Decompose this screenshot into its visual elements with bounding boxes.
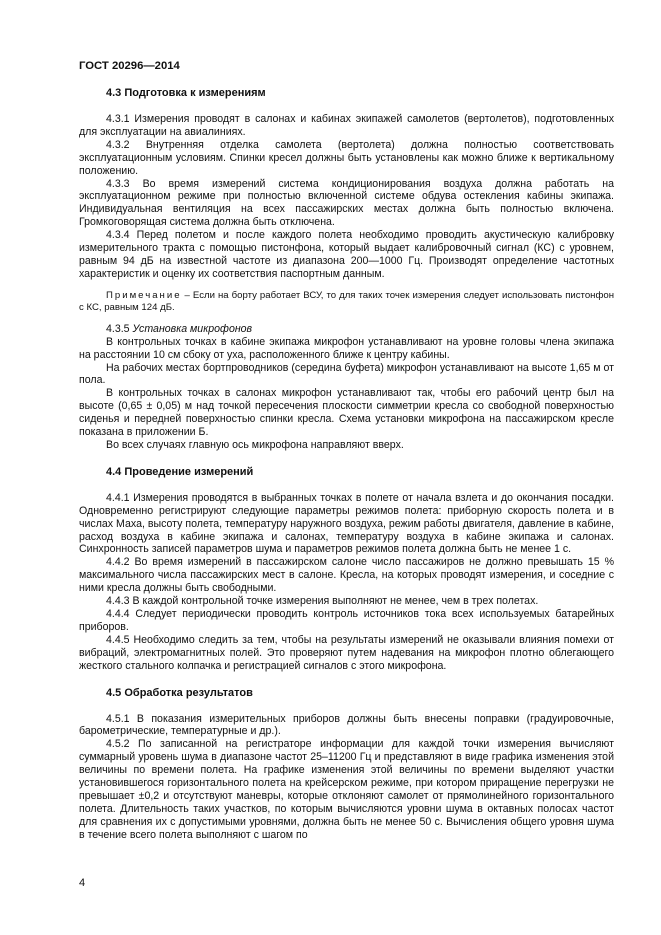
section-4-4-title: 4.4 Проведение измерений (106, 465, 254, 478)
paragraph-4-4-5: 4.4.5 Необходимо следить за тем, чтобы на результаты измерений не оказывали влияния помехи от вибраций, электромагнитных полей. Это проверяют путем надевания на микрофон плотно облегающего жесткого стального колпачка и регистрацией сигналов с этого микрофона. (79, 633, 614, 672)
section-4-5-title: 4.5 Обработка результатов (106, 686, 253, 699)
paragraph-4-4-4: 4.4.4 Следует периодически проводить контроль источников тока всех используемых батарейных приборов. (79, 608, 614, 633)
paragraph-crew-cabin: В контрольных точках в кабине экипажа микрофон устанавливают на уровне головы члена экипажа на расстоянии 10 см сбоку от уха, расположенного ближе к центру кабины. (79, 335, 614, 361)
paragraph-4-3-5 (79, 323, 614, 336)
page-number: 4 (79, 877, 86, 889)
paragraph-4-3-2: 4.3.2 Внутренняя отделка самолета (вертолета) должна полностью соответствовать эксплуатационным условиям. Спинки кресел должны быть установлены как можно ближе к вертикальному положению. (79, 138, 614, 177)
note-label: Примечание (106, 289, 182, 301)
paragraph-microphone-axis: Во всех случаях главную ось микрофона направляют вверх. (106, 438, 404, 451)
paragraph-4-4-1: 4.4.1 Измерения проводятся в выбранных точках в полете от начала взлета и до окончания посадки. Одновременно регистрируют следующие параметры режимов полета: приборную скорость полета и в числах Маха, высоту полета, температуру наружного воздуха, режим работы двигателя, давление в кабине, расход воздуха в кабине экипажа и салонах, температуру воздуха в кабине экипажа и салонах. Синхронность записей параметров шума и параметров режимов полета должна быть не менее 1 с. (79, 491, 614, 556)
paragraph-4-3-3: 4.3.3 Во время измерений система кондиционирования воздуха должна работать на эксплуатационном режиме при полностью включенной системе обдува остекления кабины экипажа. Индивидуальная вентиляция на всех пассажирских местах должна быть полностью включена. Громкоговорящая система должна быть отключена. (79, 177, 614, 229)
document-code: ГОСТ 20296—2014 (79, 60, 180, 72)
paragraph-cabin-points: В контрольных точках в салонах микрофон устанавливают так, чтобы его рабочий центр был на высоте (0,65 ± 0,05) м над точкой пересечения плоскости симметрии кресла со свободной поверхностью сиденья и передней поверхностью спинки кресла. Схема установки микрофона на пассажирском кресле показана в приложении Б. (79, 387, 614, 439)
paragraph-4-4-3: 4.4.3 В каждой контрольной точке измерения выполняют не менее, чем в трех полетах. (106, 595, 539, 608)
paragraph-4-3-5-title: Установка микрофонов (132, 322, 253, 335)
paragraph-4-4-2: 4.4.2 Во время измерений в пассажирском салоне число пассажиров не должно превышать 15 % максимального числа пассажирских мест в салоне. Кресла, на которых проводят измерения, и соседние с ними кресла должны быть свободными. (79, 556, 614, 595)
note (79, 290, 614, 314)
paragraph-4-3-5-number: 4.3.5 (106, 322, 133, 335)
section-4-3-title: 4.3 Подготовка к измерениям (106, 87, 266, 99)
paragraph-4-5-2: 4.5.2 По записанной на регистраторе информации для каждой точки измерения вычисляют суммарный уровень шума в диапазоне частот 25–11200 Гц и представляют в виде графика изменения этой величины по времени полета. На графике изменения этой величины по времени выделяют участки установившегося горизонтального полета на крейсерском режиме, при котором приращение перегрузки не превышает ±0,2 и отсутствуют маневры, которые отклоняют самолет от прямолинейного горизонтального полета. Длительность таких участков, по которым вычисляются уровни шума в октавных полосах частот для сравнения их с допустимыми уровнями, должна быть не менее 50 с. Вычисления общего уровня шума в течение всего полета выполняют с шагом по (79, 738, 614, 841)
paragraph-4-5-1: 4.5.1 В показания измерительных приборов должны быть внесены поправки (градуировочные, барометрические, температурные и др.). (79, 712, 614, 738)
note-text: – Если на борту работает ВСУ, то для таких точек измерения следует использовать пистонфон с КС, равным 124 дБ. (79, 289, 614, 313)
paragraph-4-3-4: 4.3.4 Перед полетом и после каждого полета необходимо проводить акустическую калибровку измерительного тракта с помощью пистонфона, который выдает калибровочный сигнал (КС) с уровнем, равным 94 дБ на известной частоте из диапазона 200—1000 Гц. Производят определение частотных характеристик и оценку их соответствия паспортным данным. (79, 229, 614, 280)
paragraph-4-3-1: 4.3.1 Измерения проводят в салонах и кабинах экипажей самолетов (вертолетов), подготовленных для эксплуатации на авиалиниях. (79, 113, 614, 138)
document-body (79, 86, 614, 842)
paragraph-attendant-stations: На рабочих местах бортпроводников (середина буфета) микрофон устанавливают на высоте 1,65 м от пола. (79, 361, 614, 387)
